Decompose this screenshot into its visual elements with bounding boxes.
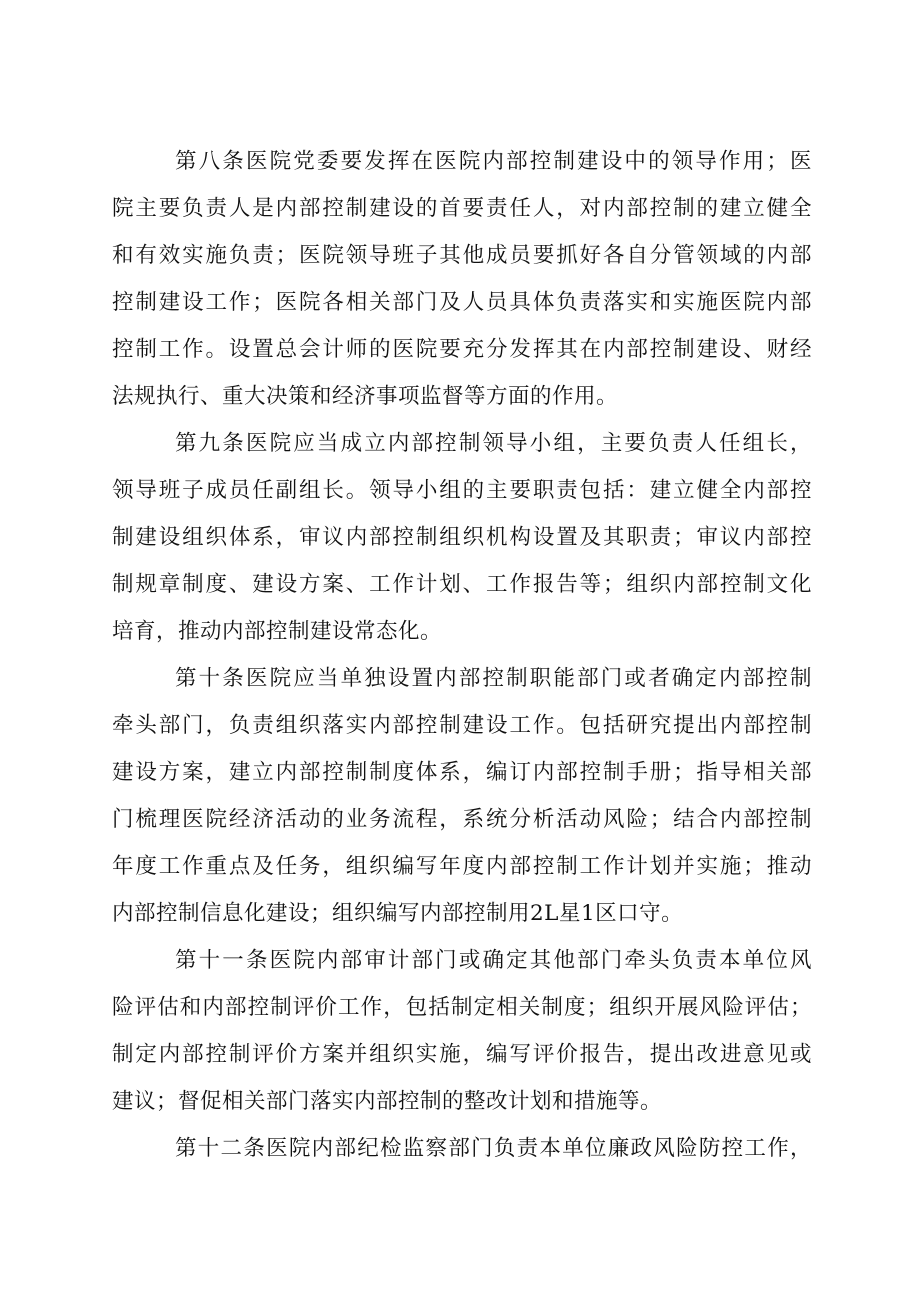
- article-10-line-2: 牵头部门，负责组织落实内部控制建设工作。包括研究提出内部控制: [112, 713, 812, 738]
- article-11-line-1: 第十一条医院内部审计部门或确定其他部门牵头负责本单位风: [175, 948, 812, 973]
- article-9-line-3: 制建设组织体系，审议内部控制组织机构设置及其职责；审议内部控: [112, 525, 812, 550]
- article-8-line-2: 院主要负责人是内部控制建设的首要责任人，对内部控制的建立健全: [112, 196, 812, 221]
- article-9-line-1: 第九条医院应当成立内部控制领导小组，主要负责人任组长，: [175, 431, 812, 456]
- article-9-line-5: 培育，推动内部控制建设常态化。: [112, 619, 443, 644]
- article-10-line-5: 年度工作重点及任务，组织编写年度内部控制工作计划并实施；推动: [112, 854, 812, 879]
- article-8-line-5: 控制工作。设置总会计师的医院要充分发挥其在内部控制建设、财经: [112, 337, 812, 362]
- article-11-line-2: 险评估和内部控制评价工作，包括制定相关制度；组织开展风险评估；: [112, 995, 812, 1020]
- article-10-line-6: 内部控制信息化建设；组织编写内部控制用2L星1区口守。: [112, 901, 684, 926]
- article-11-line-3: 制定内部控制评价方案并组织实施，编写评价报告，提出改进意见或: [112, 1042, 812, 1067]
- article-8-line-6: 法规执行、重大决策和经济事项监督等方面的作用。: [112, 384, 619, 409]
- article-8-line-1: 第八条医院党委要发挥在医院内部控制建设中的领导作用；医: [175, 149, 812, 174]
- article-10-line-1: 第十条医院应当单独设置内部控制职能部门或者确定内部控制: [175, 666, 812, 691]
- article-10-line-3: 建设方案，建立内部控制制度体系，编订内部控制手册；指导相关部: [112, 760, 812, 785]
- article-9-line-4: 制规章制度、建设方案、工作计划、工作报告等；组织内部控制文化: [112, 572, 812, 597]
- article-8-line-3: 和有效实施负责；医院领导班子其他成员要抓好各自分管领域的内部: [112, 243, 812, 268]
- article-11-line-4: 建议；督促相关部门落实内部控制的整改计划和措施等。: [112, 1089, 663, 1114]
- article-8-line-4: 控制建设工作；医院各相关部门及人员具体负责落实和实施医院内部: [112, 290, 812, 315]
- article-9-line-2: 领导班子成员任副组长。领导小组的主要职责包括：建立健全内部控: [112, 478, 812, 503]
- article-12-line-1: 第十二条医院内部纪检监察部门负责本单位廉政风险防控工作，: [175, 1136, 812, 1161]
- article-10-line-4: 门梳理医院经济活动的业务流程，系统分析活动风险；结合内部控制: [112, 807, 812, 832]
